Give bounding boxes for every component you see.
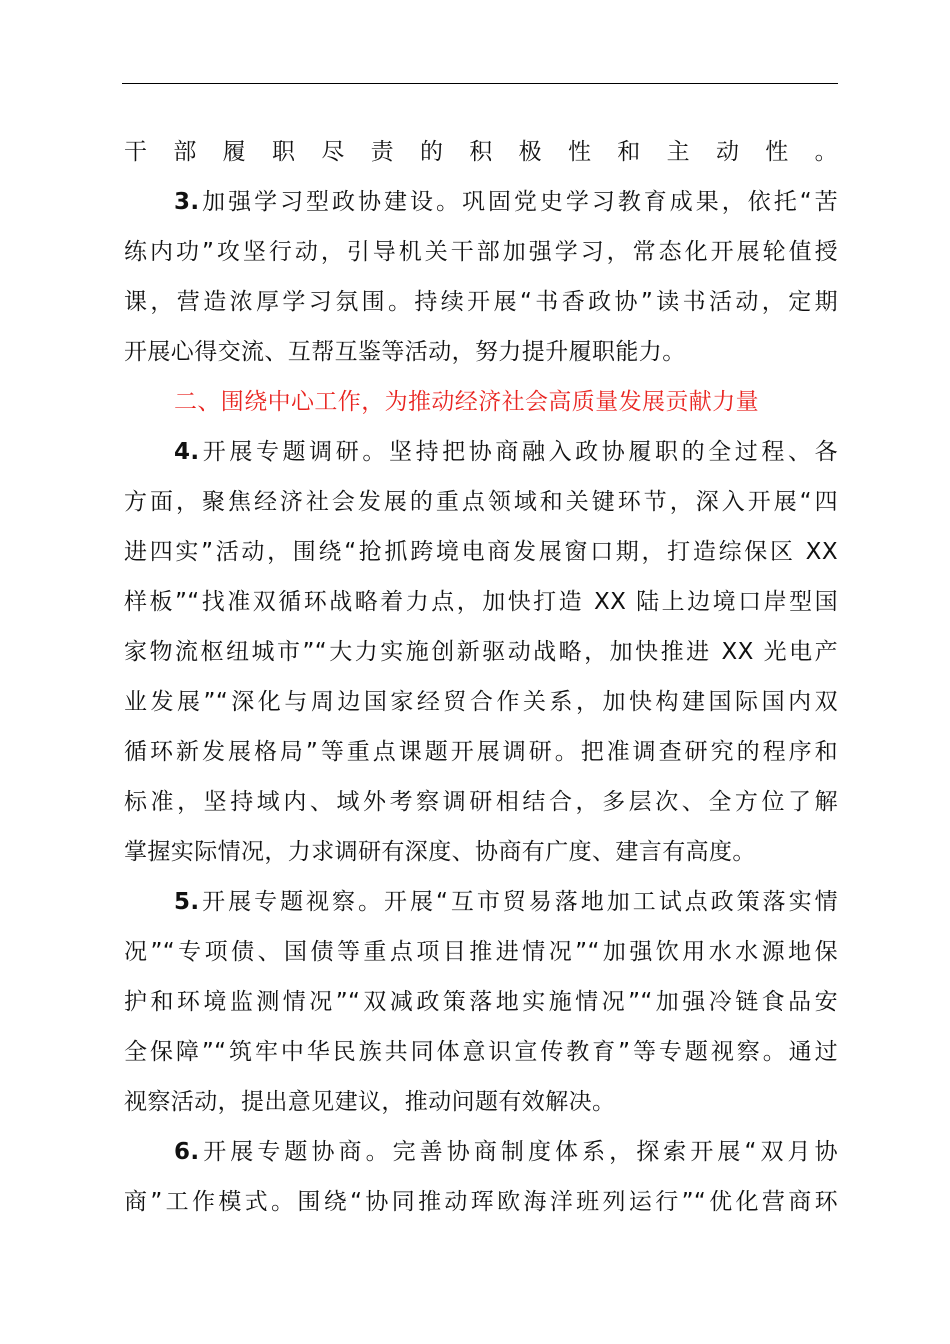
text-line: 护和环境监测情况”“双减政策落地实施情况”“加强冷链食品安 <box>124 989 838 1015</box>
item-4-heading-line: 4.开展专题调研。坚持把协商融入政协履职的全过程、各 <box>174 439 838 465</box>
text-line: 家物流枢纽城市”“大力实施创新驱动战略，加快推进 XX 光电产 <box>124 639 838 665</box>
text-line: 样板”“找准双循环战略着力点，加快打造 XX 陆上边境口岸型国 <box>124 589 838 615</box>
text-line: 况”“专项债、国债等重点项目推进情况”“加强饮用水水源地保 <box>124 939 838 965</box>
text-line: 练内功”攻坚行动，引导机关干部加强学习，常态化开展轮值授 <box>124 239 838 265</box>
section-heading: 二、围绕中心工作，为推动经济社会高质量发展贡献力量 <box>174 389 759 415</box>
item-5-heading-line: 5.开展专题视察。开展“互市贸易落地加工试点政策落实情 <box>174 889 838 915</box>
header-rule <box>122 83 838 84</box>
text-line: 视察活动，提出意见建议，推动问题有效解决。 <box>124 1089 616 1115</box>
item-3-heading-line: 3.加强学习型政协建设。巩固党史学习教育成果，依托“苦 <box>174 189 838 215</box>
text-line: 标准，坚持域内、域外考察调研相结合，多层次、全方位了解 <box>124 789 838 815</box>
item-6-heading-line: 6.开展专题协商。完善协商制度体系，探索开展“双月协 <box>174 1139 838 1165</box>
text-line: 开展心得交流、互帮互鉴等活动，努力提升履职能力。 <box>124 339 686 365</box>
item-number: 6. <box>174 1139 200 1165</box>
item-number: 3. <box>174 189 200 215</box>
body-text <box>124 127 838 1227</box>
item-number: 4. <box>174 439 200 465</box>
text-line: 干部履职尽责的积极性和主动性。 <box>124 139 838 165</box>
text-line: 进四实”活动，围绕“抢抓跨境电商发展窗口期，打造综保区 XX <box>124 539 838 565</box>
text-line: 课，营造浓厚学习氛围。持续开展“书香政协”读书活动，定期 <box>124 289 838 315</box>
text-line: 循环新发展格局”等重点课题开展调研。把准调查研究的程序和 <box>124 739 838 765</box>
text-line: 业发展”“深化与周边国家经贸合作关系，加快构建国际国内双 <box>124 689 838 715</box>
text-line: 商”工作模式。围绕“协同推动珲欧海洋班列运行”“优化营商环 <box>124 1189 838 1215</box>
text-line: 全保障”“筑牢中华民族共同体意识宣传教育”等专题视察。通过 <box>124 1039 838 1065</box>
text-line: 掌握实际情况，力求调研有深度、协商有广度、建言有高度。 <box>124 839 756 865</box>
item-number: 5. <box>174 889 200 915</box>
text-line: 方面，聚焦经济社会发展的重点领域和关键环节，深入开展“四 <box>124 489 838 515</box>
